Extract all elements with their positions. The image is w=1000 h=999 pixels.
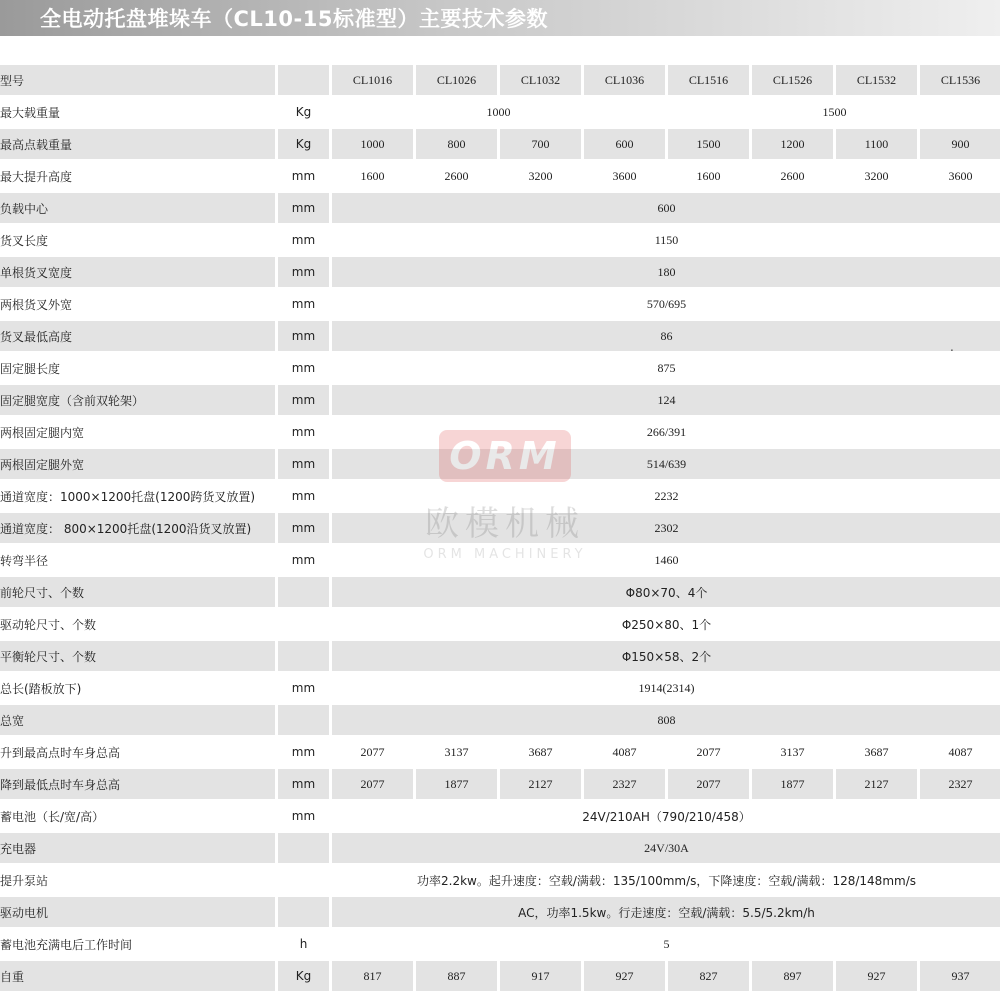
param-value: 2327 (920, 769, 1000, 799)
param-value: CL1036 (584, 65, 665, 95)
param-value: 887 (416, 961, 497, 991)
param-unit: mm (291, 425, 316, 439)
param-value: 927 (584, 961, 665, 991)
param-name: 最高点载重量 (0, 129, 275, 159)
param-name: 驱动轮尺寸、个数 (0, 617, 97, 632)
table-row (0, 929, 1000, 959)
table-row (0, 129, 1000, 159)
table-row (0, 481, 1000, 511)
table-row (0, 897, 1000, 927)
table-row (0, 193, 1000, 223)
param-value-group: 1500 (822, 104, 847, 119)
param-value-span: 808 (332, 705, 1000, 735)
param-value: CL1536 (920, 65, 1000, 95)
param-value-span: AC，功率1.5kw。行走速度：空载/满载：5.5/5.2km/h (332, 897, 1000, 927)
param-value: 917 (500, 961, 581, 991)
param-unit (278, 897, 329, 927)
param-value: 3200 (864, 168, 889, 183)
param-value: 2127 (500, 769, 581, 799)
table-row (0, 641, 1000, 671)
param-value: 1000 (332, 129, 413, 159)
param-name: 型号 (0, 65, 275, 95)
param-name: 转弯半径 (0, 553, 49, 568)
table-row (0, 961, 1000, 991)
param-value: CL1532 (836, 65, 917, 95)
param-name: 提升泵站 (0, 873, 49, 888)
param-unit (278, 865, 329, 895)
param-value: 1200 (752, 129, 833, 159)
table-row (0, 705, 1000, 735)
param-unit: mm (278, 769, 329, 799)
param-unit: mm (278, 449, 329, 479)
param-value: 2077 (332, 769, 413, 799)
param-value-span: Φ150×58、2个 (332, 641, 1000, 671)
param-value: CL1526 (752, 65, 833, 95)
table-row (0, 577, 1000, 607)
param-unit (278, 641, 329, 671)
param-value: 900 (920, 129, 1000, 159)
param-name: 最大载重量 (0, 105, 61, 120)
param-value: 800 (416, 129, 497, 159)
param-value: 4087 (948, 744, 973, 759)
table-row (0, 737, 1000, 767)
param-name: 两根固定腿外宽 (0, 449, 275, 479)
param-unit: mm (291, 233, 316, 247)
param-value: 3600 (612, 168, 637, 183)
param-value: 2077 (668, 769, 749, 799)
table-row (0, 833, 1000, 863)
spec-table (0, 63, 1000, 993)
table-row (0, 65, 1000, 95)
param-name: 通道宽度：1000×1200托盘(1200跨货叉放置) (0, 489, 256, 504)
param-name: 总宽 (0, 705, 275, 735)
param-value-span: 875 (657, 360, 676, 375)
table-row (0, 513, 1000, 543)
param-unit: mm (278, 385, 329, 415)
param-value: 1877 (752, 769, 833, 799)
param-value: 927 (836, 961, 917, 991)
param-value: CL1026 (416, 65, 497, 95)
param-name: 蓄电池（长/宽/高） (0, 809, 105, 824)
param-value-span: 86 (332, 321, 1000, 351)
param-value: 2600 (444, 168, 469, 183)
watermark-name-cn: 欧模机械 (425, 504, 585, 544)
param-value: 700 (500, 129, 581, 159)
param-unit: mm (278, 513, 329, 543)
param-value: 1500 (668, 129, 749, 159)
param-unit: mm (291, 361, 316, 375)
param-value-span: 1460 (654, 552, 679, 567)
param-name: 平衡轮尺寸、个数 (0, 641, 275, 671)
param-unit (278, 833, 329, 863)
param-name: 前轮尺寸、个数 (0, 577, 275, 607)
param-value: 897 (752, 961, 833, 991)
param-name: 最大提升高度 (0, 169, 73, 184)
table-row (0, 769, 1000, 799)
param-value: 827 (668, 961, 749, 991)
param-value-span: 124 (332, 385, 1000, 415)
param-unit: Kg (278, 129, 329, 159)
param-value: 2127 (836, 769, 917, 799)
param-value-span: 2302 (332, 513, 1000, 543)
param-value: 1600 (360, 168, 385, 183)
param-unit: mm (291, 169, 316, 183)
table-row (0, 417, 1000, 447)
param-value: CL1032 (500, 65, 581, 95)
table-row (0, 801, 1000, 831)
param-value-span: Φ250×80、1个 (621, 617, 712, 632)
param-value: 3200 (528, 168, 553, 183)
param-name: 两根固定腿内宽 (0, 425, 85, 440)
param-unit (278, 705, 329, 735)
table-row (0, 865, 1000, 895)
param-value-span: 570/695 (646, 296, 687, 311)
table-row (0, 353, 1000, 383)
param-unit: h (299, 937, 308, 951)
param-value: CL1016 (332, 65, 413, 95)
param-unit: mm (291, 745, 316, 759)
table-row (0, 673, 1000, 703)
param-name: 自重 (0, 961, 275, 991)
param-name: 货叉最低高度 (0, 321, 275, 351)
param-unit: mm (278, 257, 329, 287)
param-value: 1600 (696, 168, 721, 183)
param-unit (278, 577, 329, 607)
table-row (0, 257, 1000, 287)
param-unit: mm (291, 681, 316, 695)
param-value-span: 266/391 (646, 424, 687, 439)
param-value-span: 2232 (654, 488, 679, 503)
param-unit: Kg (278, 961, 329, 991)
param-name: 升到最高点时车身总高 (0, 745, 121, 760)
param-unit (278, 609, 329, 639)
param-value-span: 5 (663, 936, 670, 951)
param-value: 1877 (416, 769, 497, 799)
param-unit: mm (278, 321, 329, 351)
param-value: 817 (332, 961, 413, 991)
param-value-span: 180 (332, 257, 1000, 287)
param-value: 3687 (528, 744, 553, 759)
table-row (0, 449, 1000, 479)
table-row (0, 97, 1000, 127)
param-value: 2077 (360, 744, 385, 759)
param-unit: mm (291, 553, 316, 567)
param-value: 4087 (612, 744, 637, 759)
param-name: 货叉长度 (0, 233, 49, 248)
param-value: 937 (920, 961, 1000, 991)
param-unit: mm (278, 193, 329, 223)
param-name: 负载中心 (0, 193, 275, 223)
param-value: 3137 (780, 744, 805, 759)
table-row (0, 609, 1000, 639)
param-unit (278, 65, 329, 95)
table-row (0, 161, 1000, 191)
param-unit: mm (291, 489, 316, 503)
param-name: 蓄电池充满电后工作时间 (0, 937, 133, 952)
param-value: 1100 (836, 129, 917, 159)
param-value: 3687 (864, 744, 889, 759)
page-title: 全电动托盘堆垛车（CL10-15标准型）主要技术参数 (40, 7, 548, 31)
param-name: 单根货叉宽度 (0, 257, 275, 287)
table-row (0, 225, 1000, 255)
param-value: CL1516 (668, 65, 749, 95)
param-value: 2077 (696, 744, 721, 759)
param-value-span: 600 (332, 193, 1000, 223)
watermark-logo: ORM (439, 430, 571, 482)
watermark-name-en: ORM MACHINERY (423, 547, 587, 562)
stray-mark: . (950, 340, 954, 354)
param-name: 驱动电机 (0, 897, 275, 927)
table-row (0, 545, 1000, 575)
param-value: 2327 (584, 769, 665, 799)
param-unit: mm (291, 809, 316, 823)
param-name: 固定腿宽度（含前双轮架） (0, 385, 275, 415)
param-value: 3137 (444, 744, 469, 759)
param-value-span: 24V/30A (332, 833, 1000, 863)
param-value: 3600 (948, 168, 973, 183)
param-name: 通道宽度： 800×1200托盘(1200沿货叉放置) (0, 513, 275, 543)
table-row (0, 385, 1000, 415)
param-value-span: 1914(2314) (638, 680, 695, 695)
param-unit: Kg (295, 105, 312, 119)
param-name: 总长(踏板放下) (0, 681, 82, 696)
param-name: 两根货叉外宽 (0, 297, 73, 312)
param-value: 600 (584, 129, 665, 159)
param-value-group: 1000 (486, 104, 511, 119)
table-row (0, 289, 1000, 319)
param-name: 充电器 (0, 833, 275, 863)
param-name: 固定腿长度 (0, 361, 61, 376)
table-row (0, 321, 1000, 351)
param-value-span: 功率2.2kw。起升速度：空载/满载：135/100mm/s，下降速度：空载/满载：128/148mm/s (417, 873, 916, 888)
title-bar (0, 0, 1000, 36)
param-value-span: 24V/210AH（790/210/458） (582, 809, 751, 824)
param-unit: mm (291, 297, 316, 311)
param-value-span: Φ80×70、4个 (332, 577, 1000, 607)
param-value-span: 514/639 (332, 449, 1000, 479)
param-name: 降到最低点时车身总高 (0, 769, 275, 799)
param-value-span: 1150 (654, 232, 679, 247)
param-value: 2600 (780, 168, 805, 183)
